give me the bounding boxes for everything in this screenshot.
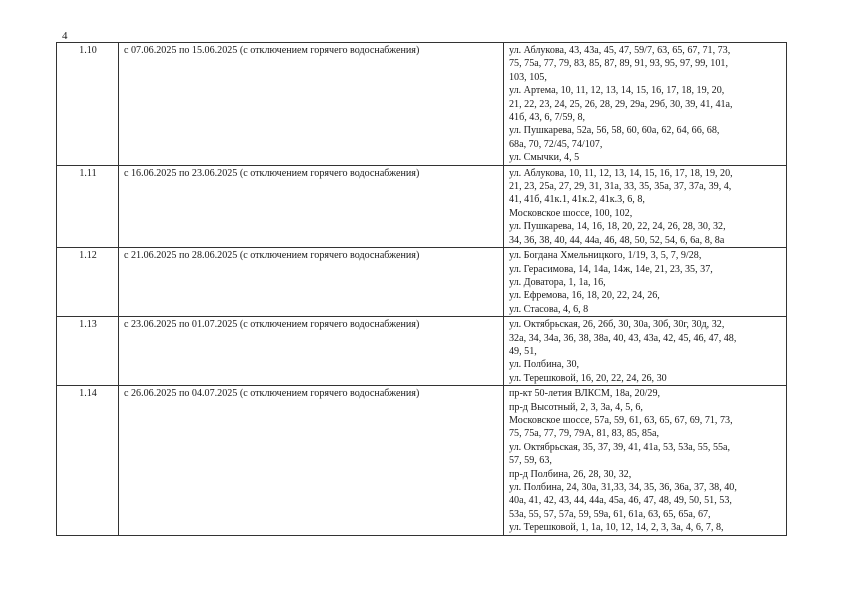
address-list bbox=[504, 165, 787, 247]
shutdown-period: с 26.06.2025 по 04.07.2025 (с отключением горячего водоснабжения) bbox=[119, 386, 504, 535]
address-line: ул. Аблукова, 10, 11, 12, 13, 14, 15, 16, 17, 18, 19, 20, bbox=[509, 167, 733, 179]
address-line: ул. Доватора, 1, 1а, 16, bbox=[509, 276, 606, 288]
address-line: Московское шоссе, 100, 102, bbox=[509, 207, 633, 219]
row-number: 1.11 bbox=[57, 165, 119, 247]
address-line: ул. Ефремова, 16, 18, 20, 22, 24, 26, bbox=[509, 290, 660, 302]
address-line: ул. Стасова, 4, 6, 8 bbox=[509, 303, 589, 315]
row-number: 1.10 bbox=[57, 43, 119, 166]
address-list bbox=[504, 43, 787, 166]
address-line: 41б, 43, 6, 7/59, 8, bbox=[509, 112, 586, 124]
address-line: 49, 51, bbox=[509, 345, 537, 357]
table-row bbox=[57, 317, 787, 386]
table-row bbox=[57, 386, 787, 535]
row-number: 1.12 bbox=[57, 248, 119, 317]
address-list bbox=[504, 317, 787, 386]
address-line: пр-кт 50-летия ВЛКСМ, 18а, 20/29, bbox=[509, 388, 661, 400]
shutdown-period: с 16.06.2025 по 23.06.2025 (с отключением горячего водоснабжения) bbox=[119, 165, 504, 247]
address-line: 68а, 70, 72/45, 74/107, bbox=[509, 138, 603, 150]
address-line: ул. Полбина, 24, 30а, 31,33, 34, 35, 36, 36а, 37, 38, 40, bbox=[509, 482, 737, 493]
table-row bbox=[57, 43, 787, 166]
address-line: 57, 59, 63, bbox=[509, 455, 552, 467]
address-line: ул. Аблукова, 43, 43а, 45, 47, 59/7, 63, 65, 67, 71, 73, bbox=[509, 45, 731, 56]
address-line: пр-д Высотный, 2, 3, 3а, 4, 5, 6, bbox=[509, 401, 643, 413]
schedule-table bbox=[56, 42, 787, 536]
address-line: 41, 41б, 41к.1, 41к.2, 41к.3, 6, 8, bbox=[509, 194, 645, 206]
address-line: 21, 22, 23, 24, 25, 26, 28, 29, 29а, 29б, 30, 39, 41, 41а, bbox=[509, 98, 733, 110]
address-line: 34, 36, 38, 40, 44, 44а, 46, 48, 50, 52, 54, 6, 6а, 8, 8а bbox=[509, 234, 725, 246]
address-line: ул. Терешковой, 16, 20, 22, 24, 26, 30 bbox=[509, 372, 667, 384]
address-line: 40а, 41, 42, 43, 44, 44а, 45а, 46, 47, 48, 49, 50, 51, 53, bbox=[509, 495, 732, 507]
address-list bbox=[504, 386, 787, 535]
address-line: ул. Терешковой, 1, 1а, 10, 12, 14, 2, 3, 3а, 4, 6, 7, 8, bbox=[509, 522, 724, 534]
shutdown-period: с 07.06.2025 по 15.06.2025 (с отключением горячего водоснабжения) bbox=[119, 43, 504, 166]
address-list bbox=[504, 248, 787, 317]
address-line: ул. Пушкарева, 14, 16, 18, 20, 22, 24, 26, 28, 30, 32, bbox=[509, 221, 726, 233]
address-line: 21, 23, 25а, 27, 29, 31, 31а, 33, 35, 35а, 37, 37а, 39, 4, bbox=[509, 181, 732, 193]
schedule-table-body bbox=[57, 43, 787, 536]
shutdown-period: с 23.06.2025 по 01.07.2025 (с отключением горячего водоснабжения) bbox=[119, 317, 504, 386]
table-row bbox=[57, 248, 787, 317]
row-number: 1.14 bbox=[57, 386, 119, 535]
address-line: ул. Богдана Хмельницкого, 1/19, 3, 5, 7, 9/28, bbox=[509, 250, 702, 262]
address-line: ул. Октябрьская, 26, 26б, 30, 30а, 30б, 30г, 30д, 32, bbox=[509, 319, 725, 331]
row-number: 1.13 bbox=[57, 317, 119, 386]
address-line: ул. Полбина, 30, bbox=[509, 359, 580, 371]
address-line: ул. Герасимова, 14, 14а, 14ж, 14е, 21, 23, 35, 37, bbox=[509, 263, 713, 275]
address-line: ул. Октябрьская, 35, 37, 39, 41, 41а, 53, 53а, 55, 55а, bbox=[509, 441, 731, 453]
table-row bbox=[57, 165, 787, 247]
address-line: пр-д Полбина, 26, 28, 30, 32, bbox=[509, 468, 632, 480]
address-line: 75, 75а, 77, 79, 79А, 81, 83, 85, 85а, bbox=[509, 428, 659, 440]
address-line: 53а, 55, 57, 57а, 59, 59а, 61, 61а, 63, 65, 65а, 67, bbox=[509, 508, 711, 520]
page-number: 4 bbox=[62, 30, 68, 42]
shutdown-period: с 21.06.2025 по 28.06.2025 (с отключением горячего водоснабжения) bbox=[119, 248, 504, 317]
address-line: ул. Артема, 10, 11, 12, 13, 14, 15, 16, 17, 18, 19, 20, bbox=[509, 85, 725, 97]
address-line: ул. Смычки, 4, 5 bbox=[509, 152, 580, 164]
address-line: 32а, 34, 34а, 36, 38, 38а, 40, 43, 43а, 42, 45, 46, 47, 48, bbox=[509, 332, 737, 344]
address-line: 75, 75а, 77, 79, 83, 85, 87, 89, 91, 93, 95, 97, 99, 101, bbox=[509, 58, 728, 70]
address-line: 103, 105, bbox=[509, 71, 547, 83]
address-line: Московское шоссе, 57а, 59, 61, 63, 65, 67, 69, 71, 73, bbox=[509, 414, 733, 426]
address-line: ул. Пушкарева, 52а, 56, 58, 60, 60а, 62, 64, 66, 68, bbox=[509, 125, 720, 137]
